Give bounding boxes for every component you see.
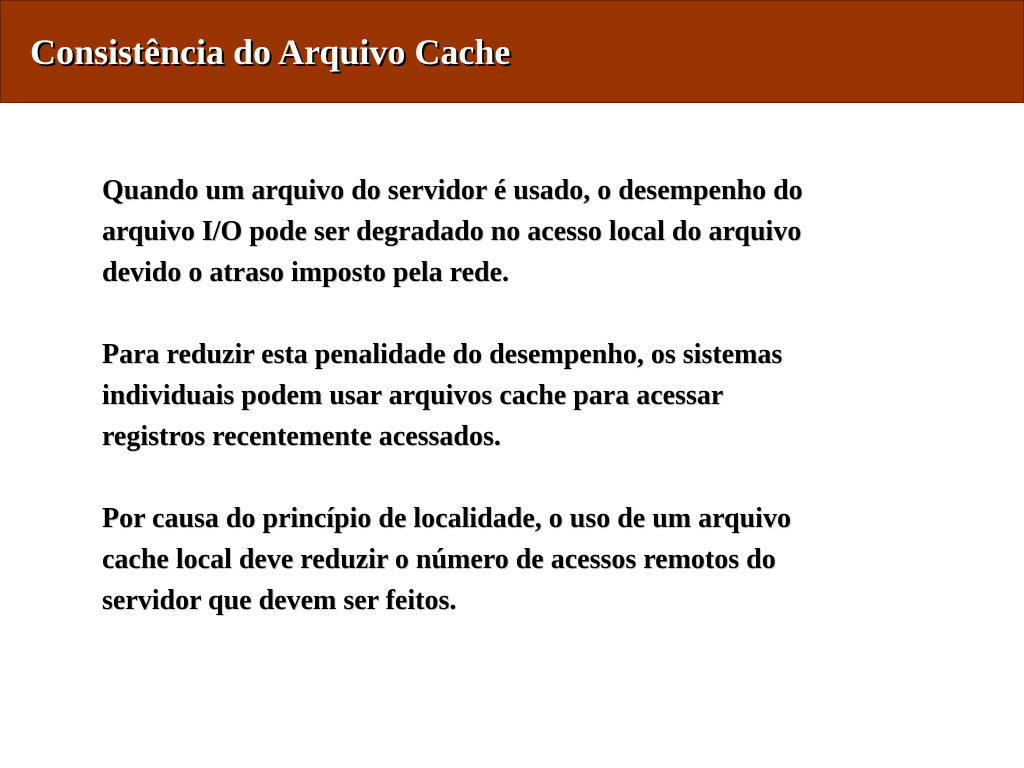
paragraph-line: Por causa do princípio de localidade, o uso de um arquivo: [102, 503, 791, 534]
slide-body: [102, 170, 972, 662]
title-bar: [0, 0, 1024, 103]
paragraph-3: [102, 498, 972, 621]
paragraph-line: devido o atraso imposto pela rede.: [102, 257, 510, 288]
paragraph-2: [102, 334, 972, 457]
paragraph-1: [102, 170, 972, 293]
paragraph-line: Quando um arquivo do servidor é usado, o desempenho do: [102, 175, 803, 206]
paragraph-line: servidor que devem ser feitos.: [102, 585, 457, 616]
paragraph-line: registros recentemente acessados.: [102, 421, 501, 452]
paragraph-line: arquivo I/O pode ser degradado no acesso local do arquivo: [102, 216, 802, 247]
paragraph-line: Para reduzir esta penalidade do desempenho, os sistemas: [102, 339, 783, 370]
paragraph-line: individuais podem usar arquivos cache para acessar: [102, 380, 724, 411]
slide-title: Consistência do Arquivo Cache: [30, 32, 511, 72]
paragraph-line: cache local deve reduzir o número de acessos remotos do: [102, 544, 776, 575]
